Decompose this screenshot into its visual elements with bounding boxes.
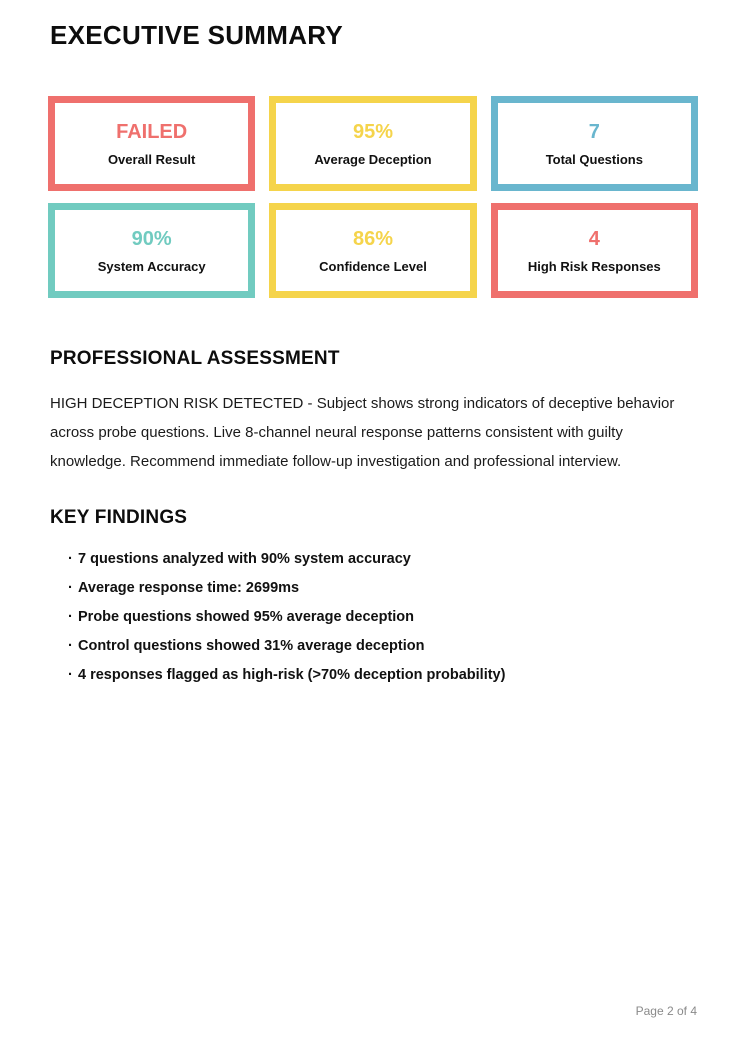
stat-label: Average Deception [314, 151, 432, 167]
professional-assessment-section [48, 348, 697, 476]
key-finding-item: · Probe questions showed 95% average deception [68, 608, 697, 627]
stat-label: Total Questions [545, 151, 643, 167]
key-finding-item: · 7 questions analyzed with 90% system accuracy [68, 550, 697, 569]
stat-card-system-accuracy [48, 203, 255, 298]
key-finding-item: · Average response time: 2699ms [68, 579, 697, 598]
page-number: Page 2 of 4 [635, 1004, 697, 1018]
stat-card-overall-result [48, 96, 255, 191]
professional-assessment-body: HIGH DECEPTION RISK DETECTED - Subject shows strong indicators of deceptive behavior across probe questions. Live 8-channel neural response patterns consistent with guilty knowledge. Recommend immediate follow-up investigation and professional interview. [50, 395, 675, 470]
page-title: EXECUTIVE SUMMARY [50, 20, 344, 50]
stat-cards-grid [48, 96, 698, 298]
key-finding-item: · Control questions showed 31% average deception [68, 637, 697, 656]
professional-assessment-heading: PROFESSIONAL ASSESSMENT [50, 348, 340, 369]
stat-card-high-risk-responses [491, 203, 698, 298]
stat-label: High Risk Responses [527, 258, 661, 274]
stat-value: 4 [588, 227, 600, 250]
stat-label: System Accuracy [97, 258, 206, 274]
stat-card-average-deception [269, 96, 476, 191]
stat-value: 95% [352, 120, 393, 143]
stat-card-confidence-level [269, 203, 476, 298]
key-findings-section [48, 507, 697, 685]
stat-label: Confidence Level [319, 258, 427, 274]
stat-value: 7 [588, 120, 600, 143]
key-finding-item: · 4 responses flagged as high-risk (>70% deception probability) [68, 666, 697, 685]
stat-value: 90% [131, 227, 172, 250]
stat-value: FAILED [116, 120, 188, 143]
stat-value: 86% [352, 227, 393, 250]
stat-label: Overall Result [107, 151, 196, 167]
key-findings-list [50, 550, 697, 685]
key-findings-heading: KEY FINDINGS [50, 507, 188, 528]
stat-card-total-questions [491, 96, 698, 191]
